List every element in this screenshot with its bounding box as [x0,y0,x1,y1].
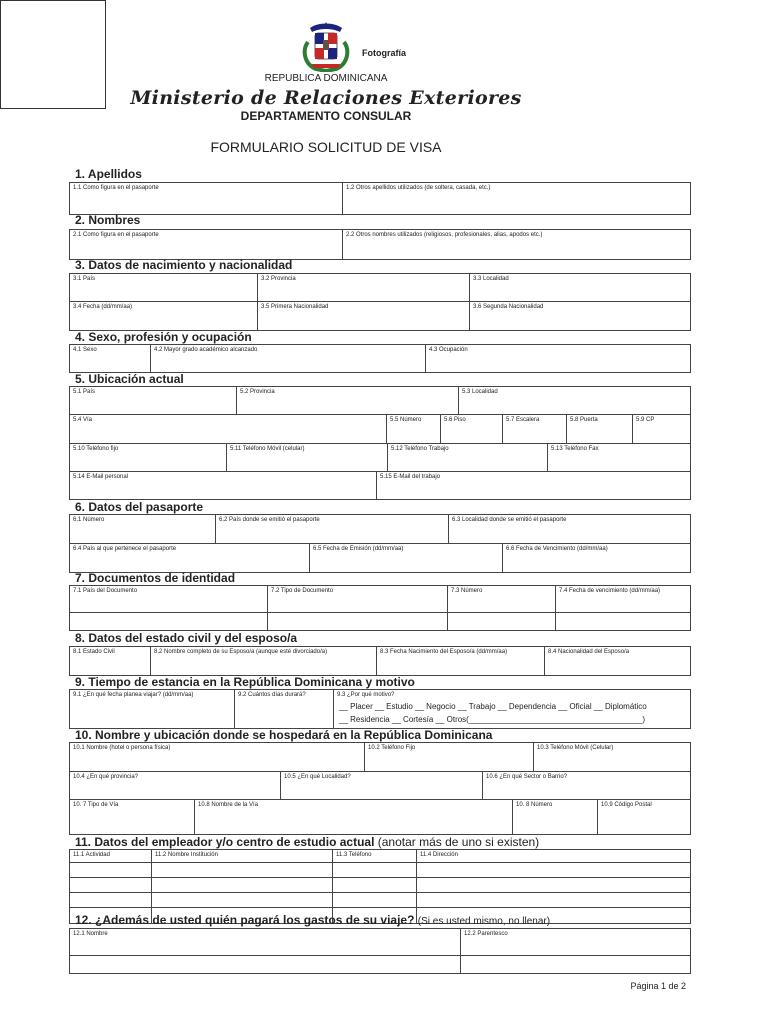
section-11-title [75,835,539,849]
field-12-2[interactable]: 12.2 Parentesco [461,929,691,956]
field-3-2[interactable]: 3.2 Provincia [258,274,470,302]
field-8-1[interactable]: 8.1 Estado Civil [70,647,151,676]
section-7-title: 7. Documentos de identidad [75,571,236,585]
section-5-table-c [69,443,691,472]
section-11-heading: 11. Datos del empleador y/o centro de estudio actual [75,835,375,849]
field-9-3[interactable] [334,690,691,729]
field-5-9[interactable]: 5.9 CP [633,415,691,444]
table-cell[interactable] [152,893,333,908]
section-12-note: (Si es usted mismo, no llenar) [417,916,551,927]
field-7-2[interactable]: 7.2 Tipo de Documento [268,586,448,613]
field-3-3[interactable]: 3.3 Localidad [470,274,691,302]
field-12-1-value[interactable] [70,956,461,974]
field-1-2[interactable]: 1.2 Otros apellidos utilizados (de soltera, casada, etc.) [343,183,691,215]
field-10-4[interactable]: 10.4 ¿En qué provincia? [70,772,281,800]
field-3-4[interactable]: 3.4 Fecha (dd/mm/aa) [70,302,258,331]
field-12-1[interactable]: 12.1 Nombre [70,929,461,956]
section-2-table [69,229,691,260]
field-5-4[interactable]: 5.4 Vía [70,415,387,444]
country-name: REPUBLICA DOMINICANA [264,73,388,84]
table-cell[interactable] [333,878,417,893]
section-12-title [75,913,550,927]
field-3-5[interactable]: 3.5 Primera Nacionalidad [258,302,470,331]
field-11-3: 11.3 Teléfono [333,850,417,863]
field-11-4: 11.4 Dirección [417,850,691,863]
field-1-1[interactable]: 1.1 Como figura en el pasaporte [70,183,343,215]
table-cell[interactable] [152,878,333,893]
page-number: Página 1 de 2 [630,981,686,991]
table-row [70,878,691,893]
field-6-3[interactable]: 6.3 Localidad donde se emitió el pasaporte [449,515,691,544]
field-5-5[interactable]: 5.5 Número [387,415,441,444]
field-10-2[interactable]: 10.2 Teléfono Fijo [365,743,534,772]
field-5-2[interactable]: 5.2 Provincia [237,387,459,415]
field-7-1[interactable]: 7.1 País del Documento [70,586,268,613]
field-5-10[interactable]: 5.10 Teléfono fijo [70,444,227,472]
field-10-10[interactable]: 10.9 Código Postal [598,800,691,835]
table-cell[interactable] [152,863,333,878]
field-5-7[interactable]: 5.7 Escalera [503,415,567,444]
table-cell[interactable] [417,863,691,878]
section-8-title: 8. Datos del estado civil y del esposo/a [75,631,298,645]
section-10-title: 10. Nombre y ubicación donde se hospedará en la República Dominicana [75,728,493,742]
table-cell[interactable] [70,863,152,878]
section-5-table-d [69,471,691,500]
field-10-5[interactable]: 10.5 ¿En qué Localidad? [281,772,483,800]
field-6-6[interactable]: 6.6 Fecha de Vencimiento (dd/mm/aa) [503,544,691,573]
field-6-4[interactable]: 6.4 País al que pertenece el pasaporte [70,544,310,573]
section-1-table [69,182,691,215]
table-cell[interactable] [70,893,152,908]
department-name: DEPARTAMENTO CONSULAR [240,109,412,123]
section-3-table [69,273,691,331]
field-7-4-value[interactable] [556,613,691,631]
section-5-table-a [69,386,691,415]
section-10-table-c [69,799,691,835]
section-6-title: 6. Datos del pasaporte [75,500,204,514]
field-10-8[interactable]: 10.8 Nombre de la Vía [195,800,513,835]
section-9-title: 9. Tiempo de estancia en la República Dominicana y motivo [75,675,415,689]
coat-of-arms-logo [298,20,354,72]
field-5-6[interactable]: 5.6 Piso [441,415,503,444]
field-10-1[interactable]: 10.1 Nombre (hotel o persona física) [70,743,365,772]
motivo-options-row-1[interactable]: __ Placer __ Estudio __ Negocio __ Trabajo __ Dependencia __ Oficial __ Diplomático [339,701,647,711]
field-7-4[interactable]: 7.4 Fecha de vencimiento (dd/mm/aa) [556,586,691,613]
field-8-4[interactable]: 8.4 Nacionalidad del Esposo/a [545,647,691,676]
section-4-table [69,344,691,373]
field-12-2-value[interactable] [461,956,691,974]
field-8-2[interactable]: 8.2 Nombre completo de su Esposo/a (aunque esté divorciado/a) [151,647,377,676]
section-6-table-a [69,514,691,544]
field-6-5[interactable]: 6.5 Fecha de Emisión (dd/mm/aa) [310,544,503,573]
field-5-14[interactable]: 5.14 E-Mail personal [70,472,377,500]
table-cell[interactable] [70,878,152,893]
section-1-title: 1. Apellidos [75,167,142,181]
field-9-3-label: 9.3 ¿Por qué motivo? [337,692,395,698]
form-title: FORMULARIO SOLICITUD DE VISA [210,139,442,155]
field-5-3[interactable]: 5.3 Localidad [459,387,691,415]
field-10-6[interactable]: 10.6 ¿En qué Sector o Barrio? [483,772,691,800]
ministry-name: Ministerio de Relaciones Exteriores [130,87,522,109]
field-7-1-value[interactable] [70,613,268,631]
section-10-table-b [69,771,691,800]
field-7-2-value[interactable] [268,613,448,631]
table-cell[interactable] [333,893,417,908]
motivo-options-row-2[interactable]: __ Residencia __ Cortesía __ Otros(_______________________________________) [339,714,646,724]
table-cell[interactable] [417,893,691,908]
table-row [70,893,691,908]
table-cell[interactable] [417,878,691,893]
field-7-3[interactable]: 7.3 Número [448,586,556,613]
section-11-note: (anotar más de uno si existen) [377,835,540,849]
section-8-table [69,646,691,676]
field-2-2[interactable]: 2.2 Otros nombres utilizados (religiosos, profesionales, alias, apodos etc.) [343,230,691,260]
field-6-1[interactable]: 6.1 Número [70,515,216,544]
section-5-table-b [69,414,691,444]
section-7-table [69,585,691,631]
field-6-2[interactable]: 6.2 País donde se emitió el pasaporte [216,515,449,544]
field-10-3[interactable]: 10.3 Teléfono Móvil (Celular) [534,743,691,772]
field-11-1: 11.1 Actividad [70,850,152,863]
section-9-table [69,689,691,729]
field-4-1[interactable]: 4.1 Sexo [70,345,151,373]
field-8-3[interactable]: 8.3 Fecha Nacimiento del Esposo/a (dd/mm/aa) [377,647,545,676]
section-12-heading: 12. ¿Además de usted quién pagará los gastos de su viaje? [75,913,415,927]
field-4-3[interactable]: 4.3 Ocupación [426,345,691,373]
field-5-12[interactable]: 5.12 Teléfono Trabajo [388,444,548,472]
field-2-1[interactable]: 2.1 Como figura en el pasaporte [70,230,343,260]
field-5-1[interactable]: 5.1 País [70,387,237,415]
section-10-table-a [69,742,691,772]
section-2-title: 2. Nombres [75,213,141,227]
field-11-2: 11.2 Nombre Institución [152,850,333,863]
field-9-2[interactable]: 9.2 Cuántos días durará? [235,690,334,729]
field-5-15[interactable]: 5.15 E-Mail del trabajo [377,472,691,500]
field-3-1[interactable]: 3.1 País [70,274,258,302]
field-5-13[interactable]: 5.13 Teléfono Fax [548,444,691,472]
field-3-6[interactable]: 3.6 Segunda Nacionalidad [470,302,691,331]
section-12-table [69,928,691,974]
field-10-7[interactable]: 10. 7 Tipo de Vía [70,800,195,835]
section-6-table-b [69,543,691,573]
field-10-9[interactable]: 10. 8 Número [513,800,598,835]
field-4-2[interactable]: 4.2 Mayor grado académico alcanzado [151,345,426,373]
field-9-1[interactable]: 9.1 ¿En qué fecha planea viajar? (dd/mm/aa) [70,690,235,729]
table-row [70,863,691,878]
section-3-title: 3. Datos de nacimiento y nacionalidad [75,258,293,272]
field-5-8[interactable]: 5.8 Puerta [567,415,633,444]
photo-label: Fotografía [362,48,406,58]
field-7-3-value[interactable] [448,613,556,631]
section-5-title: 5. Ubicación actual [75,372,184,386]
field-5-11[interactable]: 5.11 Teléfono Móvil (celular) [227,444,388,472]
table-cell[interactable] [333,863,417,878]
section-4-title: 4. Sexo, profesión y ocupación [75,330,252,344]
